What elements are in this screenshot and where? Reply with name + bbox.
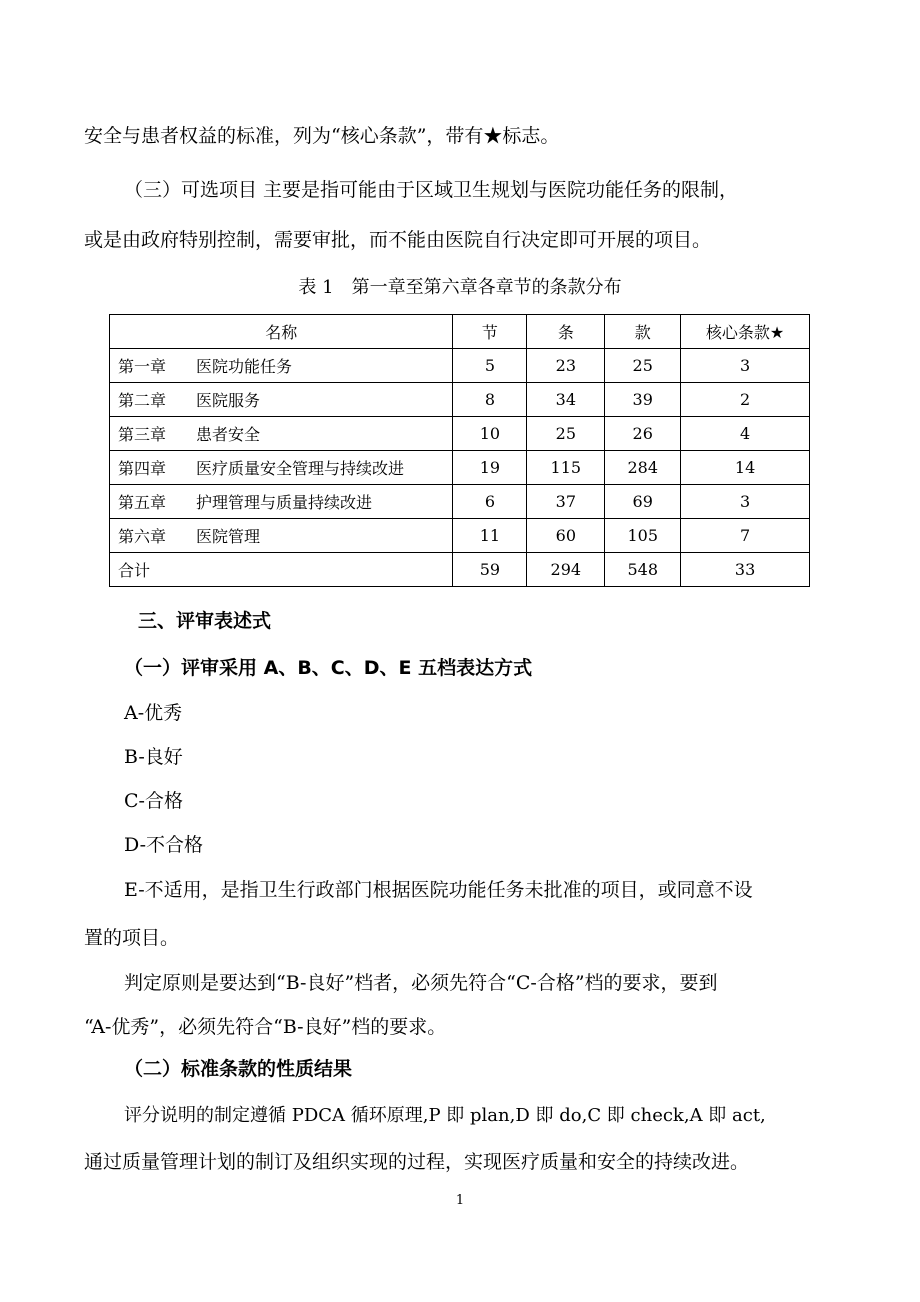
row-name: [110, 383, 453, 417]
chapter-title: 患者安全: [196, 425, 261, 444]
cell-kuan: 26: [605, 417, 681, 451]
total-tiao: 294: [527, 553, 605, 587]
table-header-row: [110, 315, 810, 349]
header-tiao: 条: [527, 315, 605, 349]
cell-kuan: 105: [605, 519, 681, 553]
rule-line2: “A-优秀”，必须先符合“B-良好”档的要求。: [84, 1016, 447, 1038]
total-kuan: 548: [605, 553, 681, 587]
subsection-heading-grades: （一）评审采用 A、B、C、D、E 五档表达方式: [124, 657, 533, 679]
cell-jie: 19: [453, 451, 527, 485]
pdca-line1: 评分说明的制定遵循 PDCA 循环原理,P 即 plan,D 即 do,C 即 check,A 即 act,: [124, 1105, 766, 1126]
header-core: 核心条款★: [681, 315, 810, 349]
cell-tiao: 25: [527, 417, 605, 451]
grade-e-line2: 置的项目。: [84, 927, 180, 949]
chapter-title: 护理管理与质量持续改进: [196, 493, 373, 512]
chapter-label: 第三章: [118, 425, 167, 444]
table-row: [110, 417, 810, 451]
grade-a: A-优秀: [124, 702, 183, 724]
grade-e-line1: E-不适用，是指卫生行政部门根据医院功能任务未批准的项目，或同意不设: [124, 879, 753, 901]
subsection-heading-nature: （二）标准条款的性质结果: [124, 1058, 353, 1080]
cell-tiao: 23: [527, 349, 605, 383]
row-name: [110, 485, 453, 519]
table-row: [110, 485, 810, 519]
cell-jie: 10: [453, 417, 527, 451]
cell-core: 7: [681, 519, 810, 553]
cell-kuan: 69: [605, 485, 681, 519]
grade-c: C-合格: [124, 790, 183, 812]
chapter-label: 第二章: [118, 391, 167, 410]
paragraph-optional-items-cont: 或是由政府特别控制，需要审批，而不能由医院自行决定即可开展的项目。: [84, 229, 712, 251]
cell-jie: 6: [453, 485, 527, 519]
total-label: 合计: [110, 553, 453, 587]
table-row: [110, 349, 810, 383]
cell-core: 4: [681, 417, 810, 451]
cell-kuan: 284: [605, 451, 681, 485]
table-total-row: [110, 553, 810, 587]
cell-core: 2: [681, 383, 810, 417]
cell-kuan: 25: [605, 349, 681, 383]
cell-kuan: 39: [605, 383, 681, 417]
table-caption: 表 1 第一章至第六章各章节的条款分布: [298, 277, 622, 298]
row-name: [110, 519, 453, 553]
cell-jie: 5: [453, 349, 527, 383]
cell-tiao: 60: [527, 519, 605, 553]
pdca-line2: 通过质量管理计划的制订及组织实现的过程，实现医疗质量和安全的持续改进。: [84, 1151, 750, 1173]
chapter-title: 医疗质量安全管理与持续改进: [196, 459, 405, 478]
chapter-label: 第六章: [118, 527, 167, 546]
header-name: 名称: [110, 315, 453, 349]
cell-core: 14: [681, 451, 810, 485]
paragraph-core-clauses: 安全与患者权益的标准，列为“核心条款”，带有★标志。: [84, 125, 560, 147]
grade-d: D-不合格: [124, 834, 204, 856]
grade-b: B-良好: [124, 746, 183, 768]
chapter-label: 第四章: [118, 459, 167, 478]
header-jie: 节: [453, 315, 527, 349]
section-heading: 三、评审表述式: [138, 610, 272, 632]
chapter-label: 第一章: [118, 357, 167, 376]
clause-distribution-table: [109, 314, 810, 587]
cell-tiao: 115: [527, 451, 605, 485]
chapter-title: 医院服务: [196, 391, 261, 410]
row-name: [110, 349, 453, 383]
chapter-title: 医院功能任务: [196, 357, 293, 376]
header-kuan: 款: [605, 315, 681, 349]
cell-core: 3: [681, 485, 810, 519]
table-row: [110, 383, 810, 417]
table-row: [110, 451, 810, 485]
row-name: [110, 451, 453, 485]
cell-jie: 11: [453, 519, 527, 553]
cell-jie: 8: [453, 383, 527, 417]
row-name: [110, 417, 453, 451]
chapter-label: 第五章: [118, 493, 167, 512]
total-jie: 59: [453, 553, 527, 587]
total-core: 33: [681, 553, 810, 587]
cell-core: 3: [681, 349, 810, 383]
cell-tiao: 34: [527, 383, 605, 417]
cell-tiao: 37: [527, 485, 605, 519]
chapter-title: 医院管理: [196, 527, 261, 546]
page-number: 1: [455, 1193, 465, 1208]
rule-line1: 判定原则是要达到“B-良好”档者，必须先符合“C-合格”档的要求，要到: [124, 972, 718, 994]
table-row: [110, 519, 810, 553]
paragraph-optional-items: （三）可选项目 主要是指可能由于区域卫生规划与医院功能任务的限制，: [124, 179, 739, 201]
